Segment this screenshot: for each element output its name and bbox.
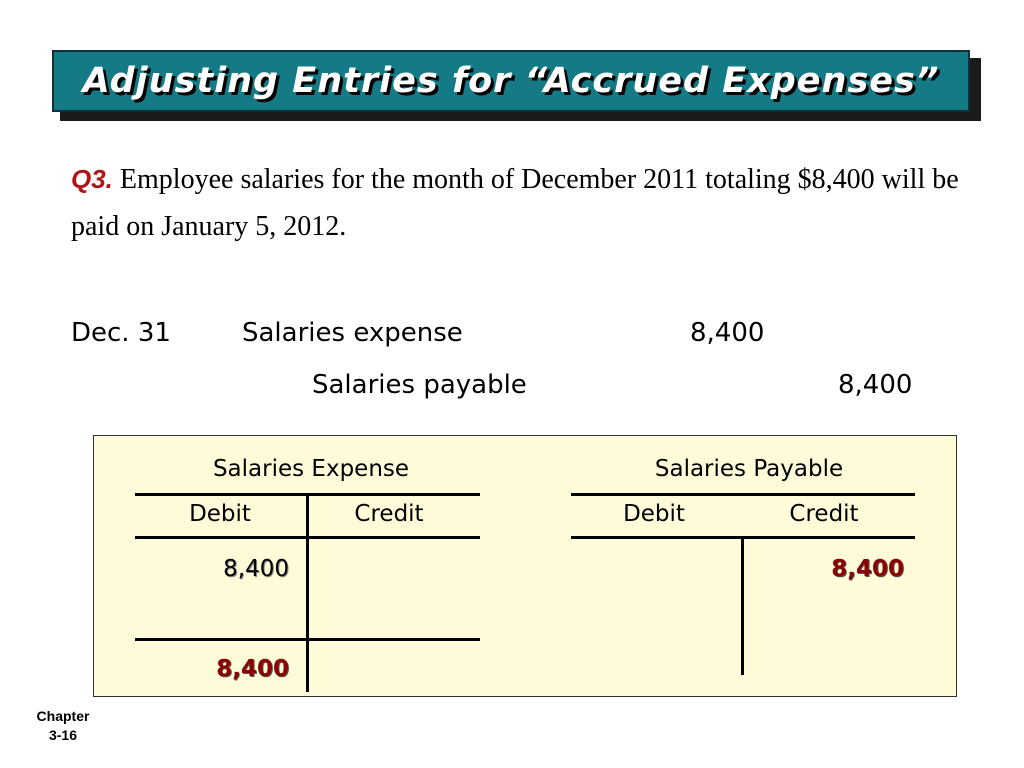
salaries-payable-debit-label: Debit [623,501,685,527]
question-label: Q3. [71,164,113,194]
entry-credit-account: Salaries payable [312,370,527,400]
entry-debit-account: Salaries expense [242,318,463,348]
salaries-expense-title: Salaries Expense [212,456,410,482]
salaries-payable-divider [741,536,744,675]
slide-title: Adjusting Entries for “Accrued Expenses” [82,61,940,101]
salaries-expense-balance: 8,400 [216,656,289,682]
entry-date: Dec. 31 [71,318,171,348]
salaries-payable-top-rule [571,493,915,496]
chapter-footer [28,707,98,745]
salaries-expense-credit-label: Credit [354,501,424,527]
salaries-expense-total-rule [135,638,480,641]
t-account-panel [93,435,957,697]
salaries-payable-credit-entry: 8,400 [831,556,904,582]
salaries-payable-credit-label: Credit [789,501,859,527]
salaries-payable-title: Salaries Payable [654,456,844,482]
question-paragraph [71,156,971,250]
salaries-expense-debit-label: Debit [189,501,251,527]
entry-debit-amount: 8,400 [690,318,765,348]
salaries-expense-debit-entry: 8,400 [223,556,289,582]
footer-chapter-label: Chapter [36,708,90,724]
title-banner [52,50,970,112]
entry-credit-amount: 8,400 [838,370,913,400]
footer-page-number: 3-16 [48,727,78,743]
question-text: Employee salaries for the month of December 2011 totaling $8,400 will be paid on January 5, 2012. [71,164,959,242]
salaries-expense-divider [306,493,309,692]
